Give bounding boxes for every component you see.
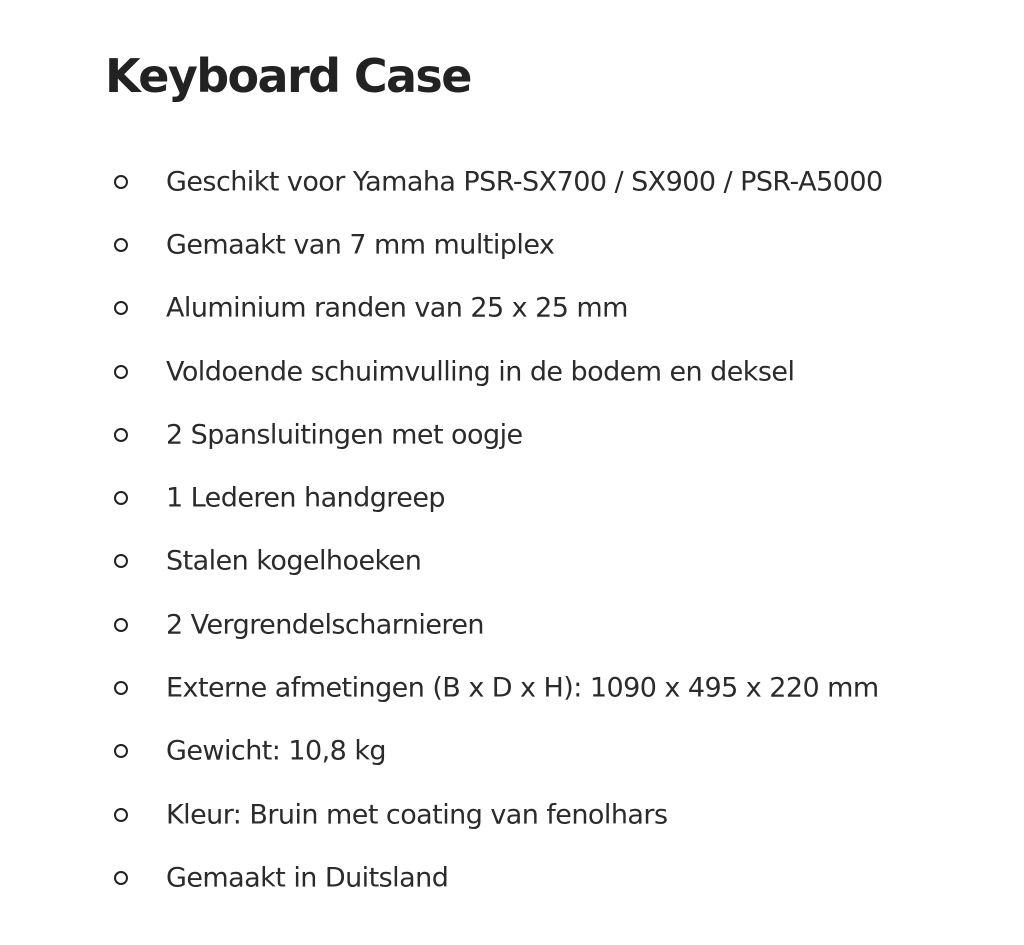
bullet-icon	[114, 491, 128, 505]
bullet-icon	[114, 681, 128, 695]
list-item	[0, 593, 1024, 656]
spec-text: 2 Spansluitingen met oogje	[166, 419, 523, 451]
bullet-icon	[114, 618, 128, 632]
page-title: Keyboard Case	[105, 49, 471, 103]
spec-text: 1 Lederen handgreep	[166, 482, 445, 514]
spec-text: Gemaakt in Duitsland	[166, 862, 449, 894]
spec-text: 2 Vergrendelscharnieren	[166, 609, 484, 641]
list-item	[0, 720, 1024, 783]
list-item	[0, 403, 1024, 466]
bullet-icon	[114, 175, 128, 189]
spec-list	[0, 150, 1024, 910]
list-item	[0, 530, 1024, 593]
list-item	[0, 846, 1024, 909]
spec-text: Aluminium randen van 25 x 25 mm	[166, 292, 628, 324]
list-item	[0, 783, 1024, 846]
bullet-icon	[114, 744, 128, 758]
bullet-icon	[114, 808, 128, 822]
list-item	[0, 656, 1024, 719]
spec-text: Kleur: Bruin met coating van fenolhars	[166, 799, 668, 831]
spec-text: Voldoende schuimvulling in de bodem en deksel	[166, 356, 795, 388]
bullet-icon	[114, 554, 128, 568]
bullet-icon	[114, 428, 128, 442]
spec-text: Externe afmetingen (B x D x H): 1090 x 495 x 220 mm	[166, 672, 879, 704]
spec-text: Stalen kogelhoeken	[166, 545, 422, 577]
bullet-icon	[114, 871, 128, 885]
spec-text: Gemaakt van 7 mm multiplex	[166, 229, 555, 261]
list-item	[0, 150, 1024, 213]
list-item	[0, 277, 1024, 340]
list-item	[0, 213, 1024, 276]
list-item	[0, 340, 1024, 403]
spec-text: Geschikt voor Yamaha PSR-SX700 / SX900 / PSR-A5000	[166, 166, 883, 198]
bullet-icon	[114, 238, 128, 252]
bullet-icon	[114, 301, 128, 315]
bullet-icon	[114, 365, 128, 379]
list-item	[0, 466, 1024, 529]
spec-text: Gewicht: 10,8 kg	[166, 735, 387, 767]
